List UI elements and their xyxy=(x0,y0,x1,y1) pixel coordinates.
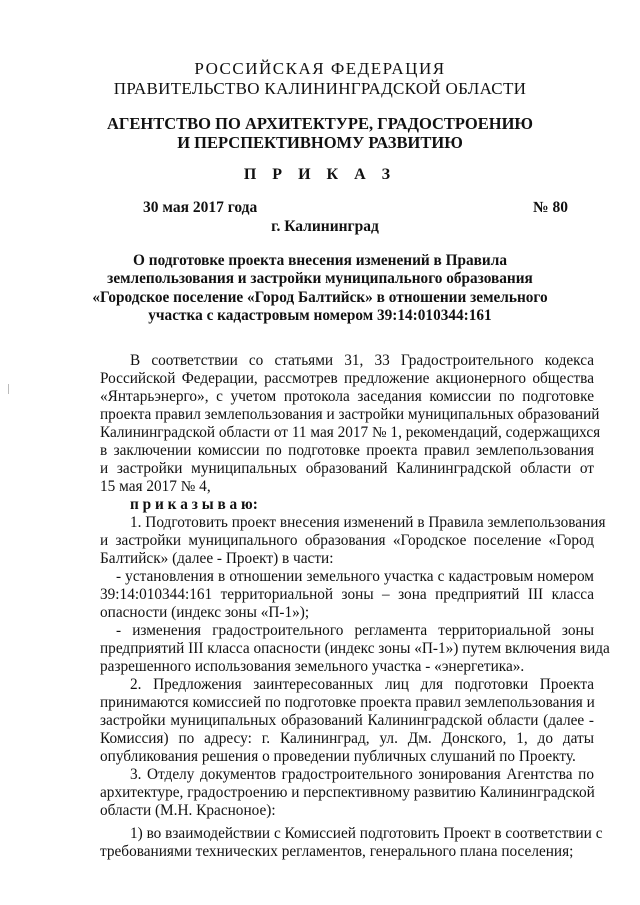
body-line: - изменения градостроительного регламента территориальной зоны xyxy=(116,622,594,639)
body-line: принимаются комиссией по подготовке проекта правил землепользования и xyxy=(100,694,595,711)
body-line: - установления в отношении земельного участка с кадастровым номером xyxy=(116,568,594,585)
body-line: 39:14:010344:161 территориальной зоны – зона предприятий III класса xyxy=(100,586,594,603)
subject-line: «Городское поселение «Город Балтийск» в отношении земельного xyxy=(92,289,548,306)
body-line: архитектуре, градостроению и перспективному развитию Калининградской xyxy=(100,784,595,801)
subject-line: О подготовке проекта внесения изменений в Правила xyxy=(133,252,507,269)
order-city: г. Калининград xyxy=(271,218,379,235)
body-line: Комиссия) по адресу: г. Калининград, ул. Дм. Донского, 1, до даты xyxy=(100,730,594,747)
subject-line: участка с кадастровым номером 39:14:010344:161 xyxy=(148,307,492,324)
body-line: 1) во взаимодействии с Комиссией подготовить Проект в соответствии с xyxy=(130,825,603,842)
order-date: 30 мая 2017 года xyxy=(143,199,258,216)
header-agency-line1: АГЕНТСТВО ПО АРХИТЕКТУРЕ, ГРАДОСТРОЕНИЮ xyxy=(107,114,533,133)
order-verb: п р и к а з ы в а ю: xyxy=(130,496,258,513)
header-agency-line2: И ПЕРСПЕКТИВНОМУ РАЗВИТИЮ xyxy=(177,133,463,152)
header-country: РОССИЙСКАЯ ФЕДЕРАЦИЯ xyxy=(194,59,446,78)
subject-line: землепользования и застройки муниципального образования xyxy=(107,270,533,287)
body-line: требованиями технических регламентов, генерального плана поселения; xyxy=(100,843,574,860)
body-line: опубликования решения о проведении публичных слушаний по Проекту. xyxy=(100,748,576,765)
body-line: Калининградской области от 11 мая 2017 № 1, рекомендаций, содержащихся xyxy=(100,424,601,441)
body-line: «Янтарьэнерго», с учетом протокола заседания комиссии по подготовке xyxy=(100,388,594,405)
body-line: 1. Подготовить проект внесения изменений в Правила землепользования xyxy=(130,514,606,531)
scan-mark xyxy=(8,384,9,394)
body-line: 3. Отделу документов градостроительного зонирования Агентства по xyxy=(130,766,594,783)
body-line: разрешенного использования земельного участка - «энергетика». xyxy=(100,658,525,675)
body-line: 15 мая 2017 № 4, xyxy=(100,478,211,495)
body-line: опасности (индекс зоны «П-1»); xyxy=(100,604,310,621)
body-line: области (М.Н. Красноное): xyxy=(100,802,276,819)
body-line: проекта правил землепользования и застройки муниципальных образований xyxy=(100,406,600,423)
body-line: и застройки муниципальных образований Калининградской области от xyxy=(100,460,594,477)
body-line: Балтийск» (далее - Проект) в части: xyxy=(100,550,334,567)
document-type: П Р И К А З xyxy=(243,166,397,183)
body-line: и застройки муниципального образования «Городское поселение «Город xyxy=(100,532,594,549)
body-line: предприятий III класса опасности (индекс зоны «П-1») путем включения вида xyxy=(100,640,610,657)
order-number: № 80 xyxy=(533,199,568,216)
body-line: 2. Предложения заинтересованных лиц для подготовки Проекта xyxy=(130,676,594,693)
body-line: в заключении комиссии по подготовке проекта правил землепользования xyxy=(100,442,594,459)
body-line: застройки муниципальных образований Калининградской области (далее - xyxy=(100,712,594,729)
header-government: ПРАВИТЕЛЬСТВО КАЛИНИНГРАДСКОЙ ОБЛАСТИ xyxy=(113,79,527,98)
body-line: В соответствии со статьями 31, 33 Градостроительного кодекса xyxy=(130,352,594,369)
body-line: Российской Федерации, рассмотрев предложение акционерного общества xyxy=(100,370,594,387)
